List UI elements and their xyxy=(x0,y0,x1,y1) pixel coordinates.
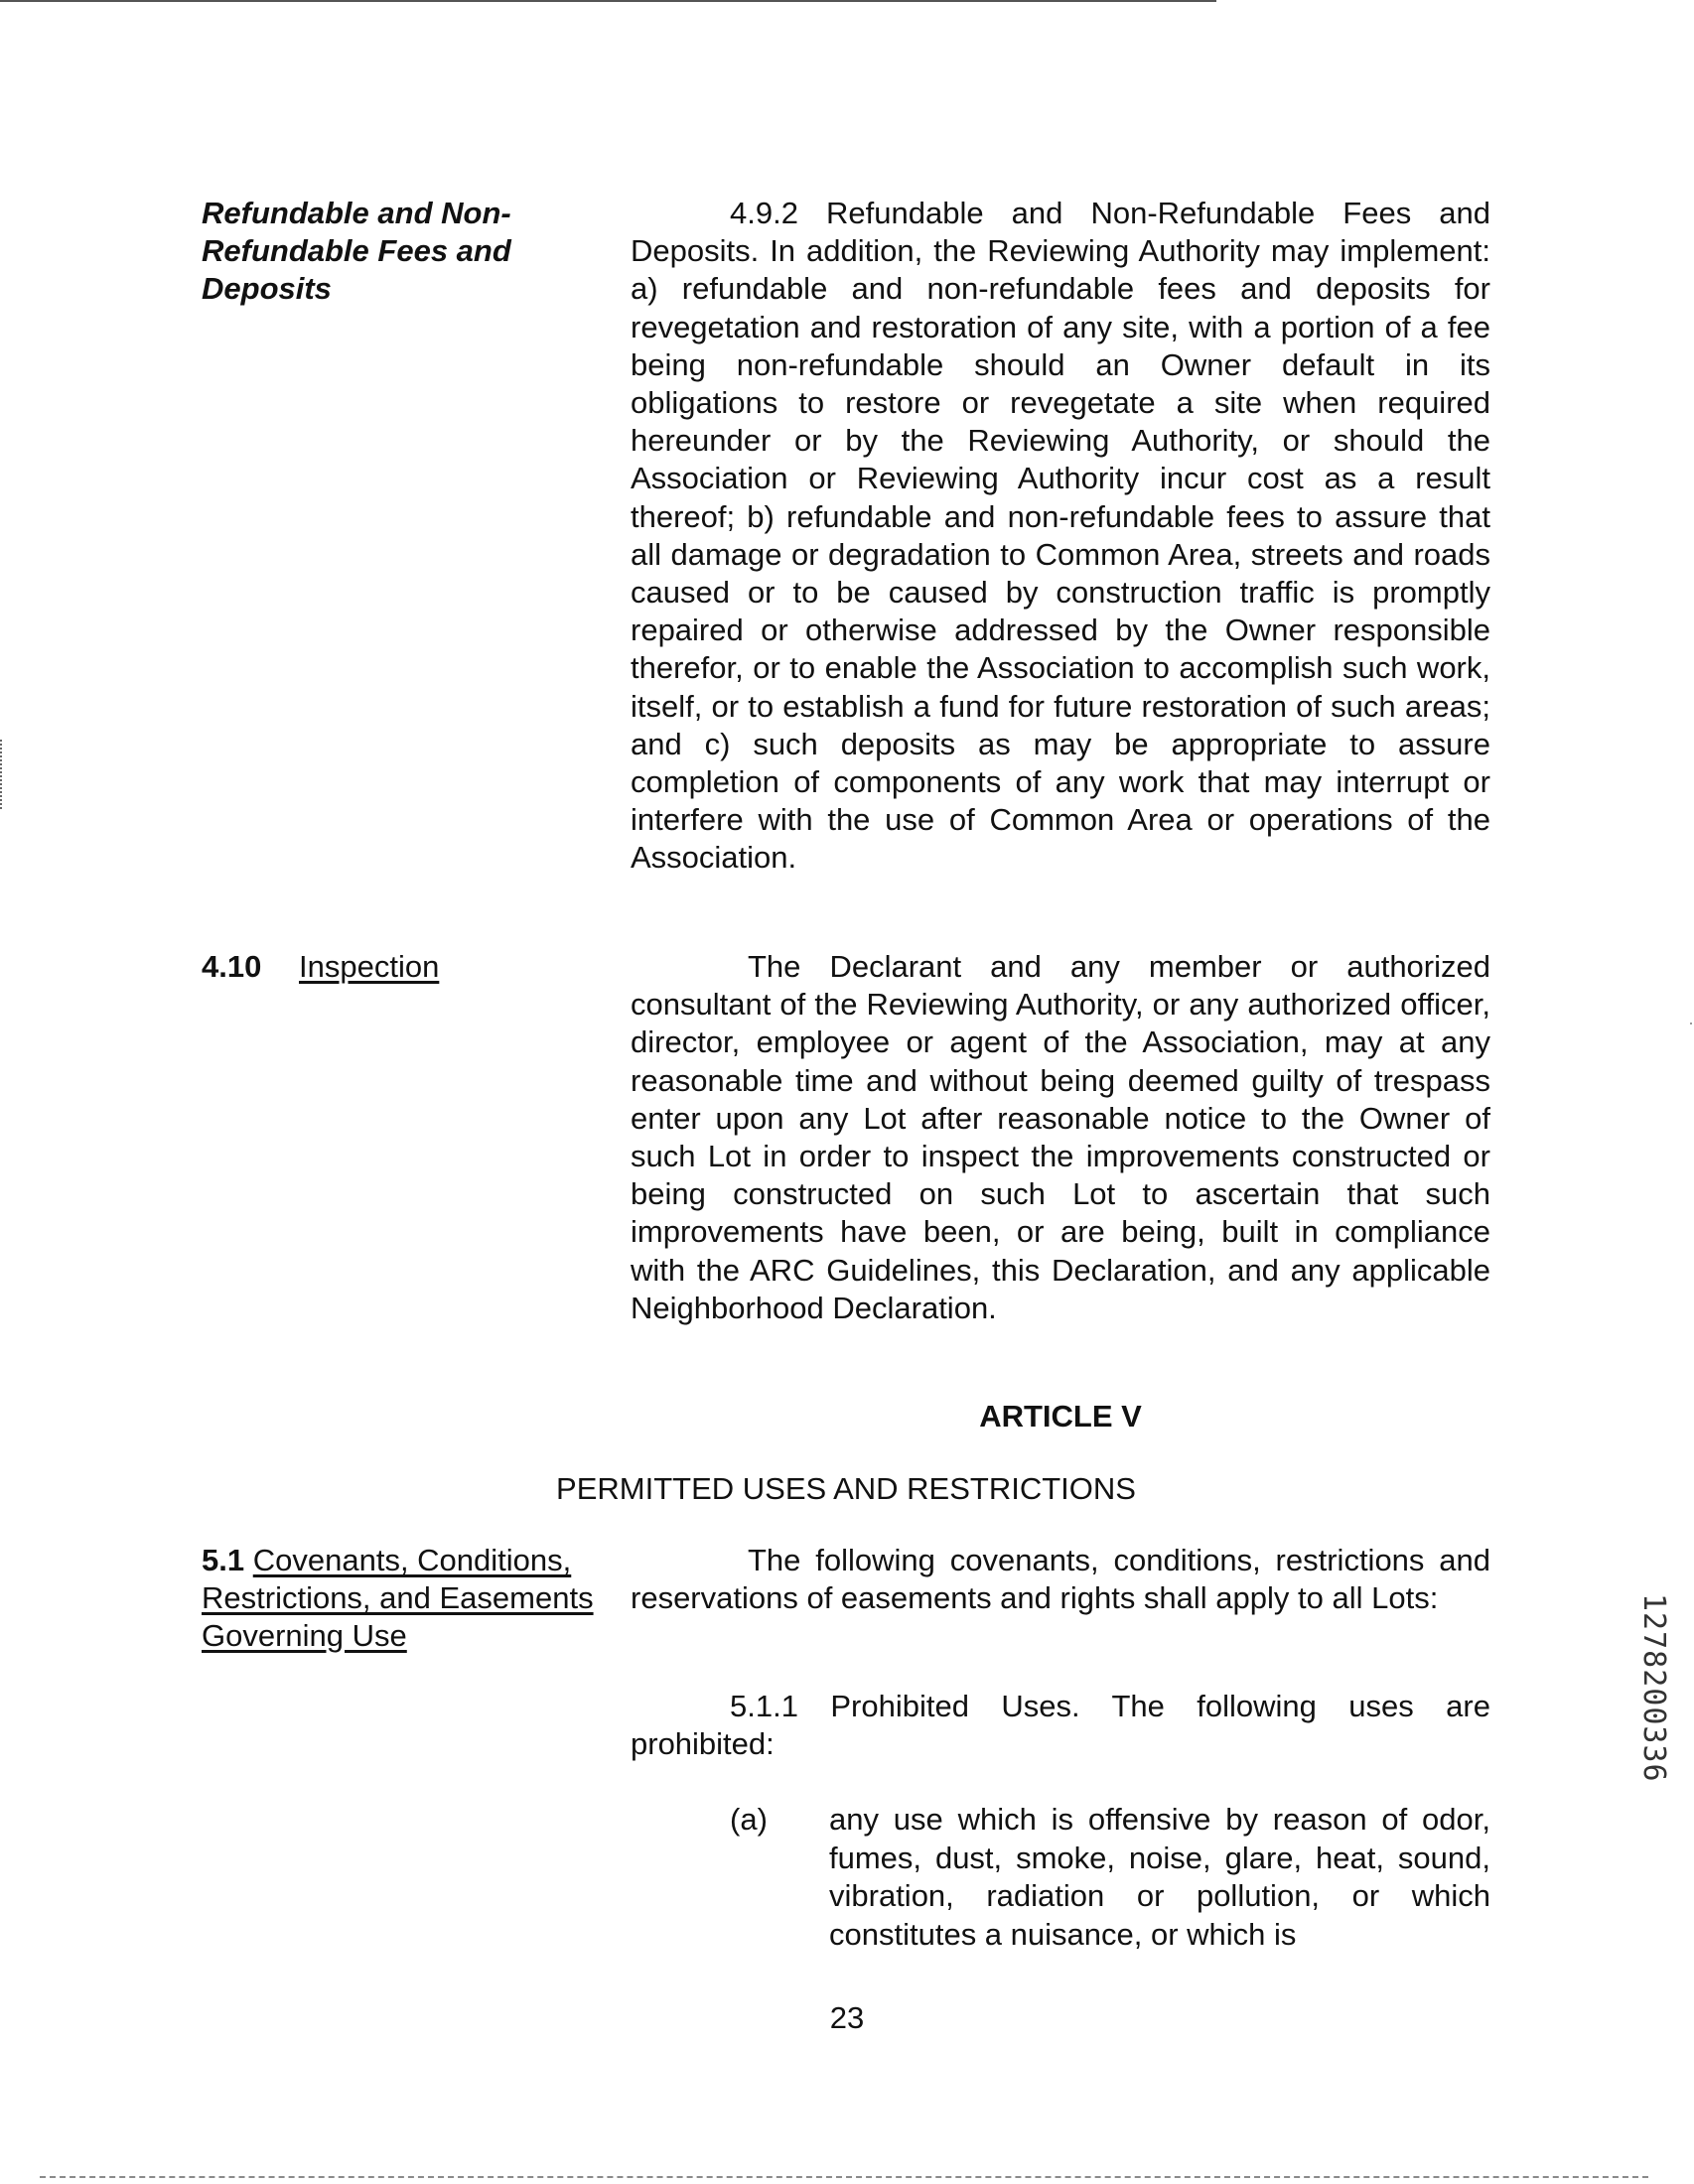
section-title-inspection: Inspection xyxy=(299,949,440,984)
side-heading-inspection xyxy=(202,948,439,986)
paragraph-4-10: The Declarant and any member or authorized consultant of the Reviewing Authority, or any authorized officer, director, employee or agent of the Association, may at any reasonable time and without being deemed guilty of trespass enter upon any Lot after reasonable notice to the Owner of such Lot in order to inspect the improvements constructed or being constructed on such Lot to ascertain that such improvements have been, or are being, built in compliance with the ARC Guidelines, this Declaration, and any applicable Neighborhood Declaration. xyxy=(631,949,1490,1325)
paragraph-5-1-1: 5.1.1 Prohibited Uses. The following uses are prohibited: xyxy=(631,1689,1490,1761)
scan-mark-left xyxy=(0,740,5,809)
scan-border-bottom xyxy=(40,2176,1648,2179)
bates-stamp: 1278200336 xyxy=(1636,1593,1671,1783)
side-heading-fees-deposits: Refundable and Non-Refundable Fees and Deposits xyxy=(202,196,511,306)
page-number: 23 xyxy=(829,2000,865,2035)
scan-speck xyxy=(1690,1023,1692,1024)
article-title: ARTICLE V xyxy=(979,1399,1142,1433)
paragraph-4-9-2: 4.9.2 Refundable and Non-Refundable Fees and Deposits. In addition, the Reviewing Authority may implement: a) refundable and non-refundable fees and deposits for revegetation and restoration of any site, with a portion of a fee being non-refundable should an Owner default in its obligations to restore or revegetate a site when required hereunder or by the Reviewing Authority, or should the Association or Reviewing Authority incur cost as a result thereof; b) refundable and non-refundable fees to assure that all damage or degradation to Common Area, streets and roads caused or to be caused by construction traffic is promptly repaired or otherwise addressed by the Owner responsible therefor, or to enable the Association to accomplish such work, itself, or to establish a fund for future restoration of such areas; and c) such deposits as may be appropriate to assure completion of components of any work that may interrupt or interfere with the use of Common Area or operations of the Association. xyxy=(631,196,1490,876)
list-item-label-a: (a) xyxy=(730,1802,768,1837)
list-item-text-a: any use which is offensive by reason of odor, fumes, dust, smoke, noise, glare, heat, sound, vibration, radiation or pollution, or which constitutes a nuisance, or which is xyxy=(829,1802,1490,1952)
section-number-4-10: 4.10 xyxy=(202,949,262,984)
article-subtitle: PERMITTED USES AND RESTRICTIONS xyxy=(556,1471,1136,1506)
paragraph-5-1: The following covenants, conditions, restrictions and reservations of easements and rights shall apply to all Lots: xyxy=(631,1543,1490,1616)
section-number-5-1: 5.1 xyxy=(202,1543,245,1577)
side-heading-5-1 xyxy=(202,1542,619,1655)
scan-border-top xyxy=(0,0,1216,2)
section-title-5-1: Covenants, Conditions, Restrictions, and Easements Governing Use xyxy=(202,1543,594,1653)
